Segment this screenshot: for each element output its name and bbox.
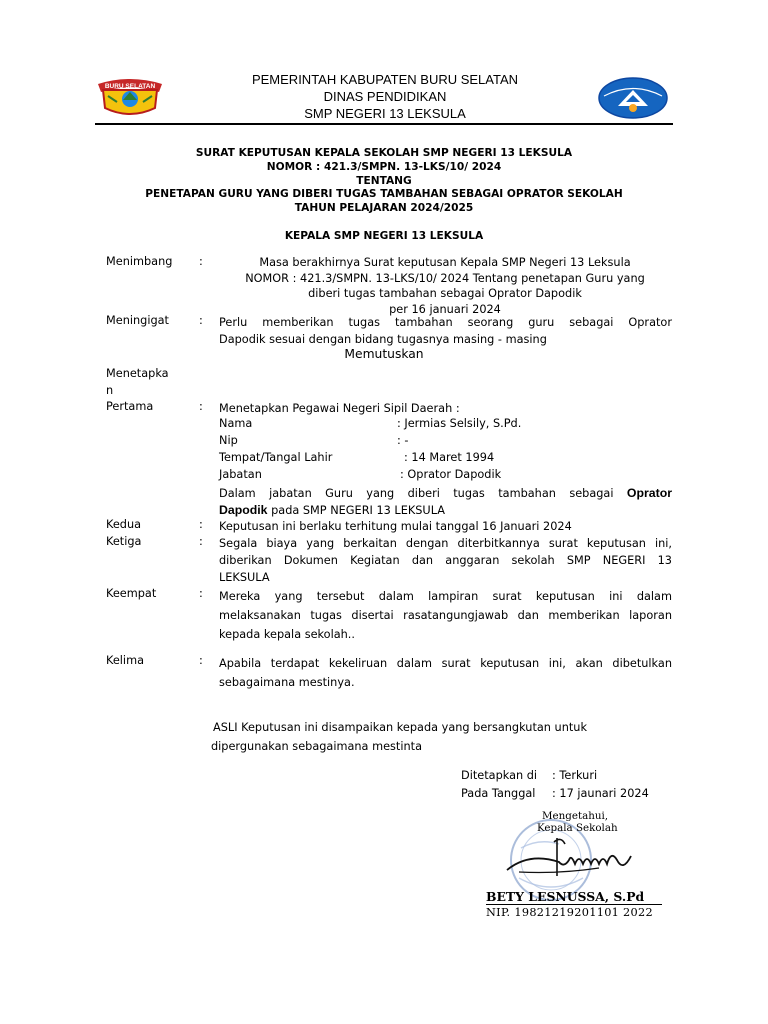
mengingat-colon: :: [199, 314, 203, 327]
ditetapkan-label: Ditetapkan di: [461, 769, 538, 782]
signature-underline: [486, 904, 662, 905]
tut-wuri-handayani-logo: [596, 76, 670, 120]
signature-kepala: Kepala Sekolah: [537, 822, 618, 834]
field-nip-label: Nip: [219, 434, 238, 447]
menimbang-colon: :: [199, 255, 203, 268]
menetapkan-label: Menetapka n: [106, 367, 169, 397]
ketiga-label: Ketiga: [106, 535, 142, 548]
kelima-colon: :: [199, 654, 203, 667]
memutuskan-heading: Memutuskan: [344, 347, 424, 361]
field-nama-label: Nama: [219, 417, 253, 430]
field-ttl-value: : 14 Maret 1994: [404, 451, 495, 464]
ditetapkan-value: : Terkuri: [552, 769, 598, 782]
kelima-text: Apabila terdapat kekeliruan dalam surat keputusan ini, akan dibetulkan sebagaimana mestinya.: [219, 657, 672, 689]
header-line-1: PEMERINTAH KABUPATEN BURU SELATAN: [251, 72, 519, 87]
pertama-label: Pertama: [106, 400, 154, 413]
handwritten-signature: [499, 832, 639, 882]
pertama-description: Dalam jabatan Guru yang diberi tugas tambahan sebagai Oprator Dapodik pada SMP NEGERI 13 LEKSULA: [219, 486, 672, 517]
keempat-label: Keempat: [106, 587, 157, 600]
title-year: TAHUN PELAJARAN 2024/2025: [294, 202, 474, 214]
kelima-label: Kelima: [106, 654, 144, 667]
kedua-text: Keputusan ini berlaku terhitung mulai tanggal 16 Januari 2024: [219, 520, 572, 533]
regency-logo: [95, 74, 165, 120]
ketiga-text: Segala biaya yang berkaitan dengan diterbitkannya surat keputusan ini, diberikan Dokumen Kegiatan dan anggaran sekolah SMP NEGERI 13 LEKSULA: [219, 537, 672, 584]
kedua-colon: :: [199, 518, 203, 531]
pertama-colon: :: [199, 400, 203, 413]
signature-block: [459, 808, 673, 928]
closing-statement: ASLI Keputusan ini disampaikan kepada yang bersangkutan untuk dipergunakan sebagaimana mestinta: [211, 721, 587, 753]
title-headmaster: KEPALA SMP NEGERI 13 LEKSULA: [284, 230, 484, 242]
tanggal-label: Pada Tanggal: [461, 787, 536, 800]
logo-text: BURU SELATAN: [104, 83, 156, 90]
tanggal-value: : 17 jaunari 2024: [552, 787, 649, 800]
signature-nip: NIP. 19821219201101 2022: [486, 906, 654, 919]
kedua-label: Kedua: [106, 518, 142, 531]
mengingat-label: Meningigat: [106, 314, 169, 327]
field-nama-value: : Jermias Selsily, S.Pd.: [397, 417, 522, 430]
title-tentang: TENTANG: [356, 175, 412, 187]
title-subject: PENETAPAN GURU YANG DIBERI TUGAS TAMBAHAN SEBAGAI OPRATOR SEKOLAH: [145, 188, 623, 200]
menimbang-label: Menimbang: [106, 255, 173, 268]
field-jabatan-label: Jabatan: [219, 468, 262, 481]
menimbang-text: Masa berakhirnya Surat keputusan Kepala SMP Negeri 13 Leksula NOMOR : 421.3/SMPN. 13-LKS/10/ 2024 Tentang penetapan Guru yang diberi tugas tambahan sebagai Oprator Dapodik per 16 januari 2024: [245, 256, 645, 316]
mengingat-text: Perlu memberikan tugas tambahan seorang guru sebagai Oprator Dapodik sesuai dengan bidang tugasnya masing - masing: [219, 316, 672, 346]
title-number: NOMOR : 421.3/SMPN. 13-LKS/10/ 2024: [266, 161, 502, 173]
pertama-intro: Menetapkan Pegawai Negeri Sipil Daerah :: [219, 402, 460, 415]
title-line-1: SURAT KEPUTUSAN KEPALA SEKOLAH SMP NEGERI 13 LEKSULA: [195, 147, 573, 159]
header-line-3: SMP NEGERI 13 LEKSULA: [304, 106, 466, 121]
field-ttl-label: Tempat/Tangal Lahir: [219, 451, 333, 464]
keempat-colon: :: [199, 587, 203, 600]
signature-mengetahui: Mengetahui,: [542, 810, 609, 822]
signature-name: BETY LESNUSSA, S.Pd: [486, 889, 645, 904]
header-line-2: DINAS PENDIDIKAN: [323, 89, 447, 104]
field-jabatan-value: : Oprator Dapodik: [400, 468, 502, 481]
keempat-text: Mereka yang tersebut dalam lampiran surat keputusan ini dalam melaksanakan tugas disertai rasatangungjawab dan memberikan laporan kepada kepala sekolah..: [219, 590, 672, 641]
ketiga-colon: :: [199, 535, 203, 548]
field-nip-value: : -: [397, 434, 409, 447]
header-rule: [95, 123, 673, 125]
